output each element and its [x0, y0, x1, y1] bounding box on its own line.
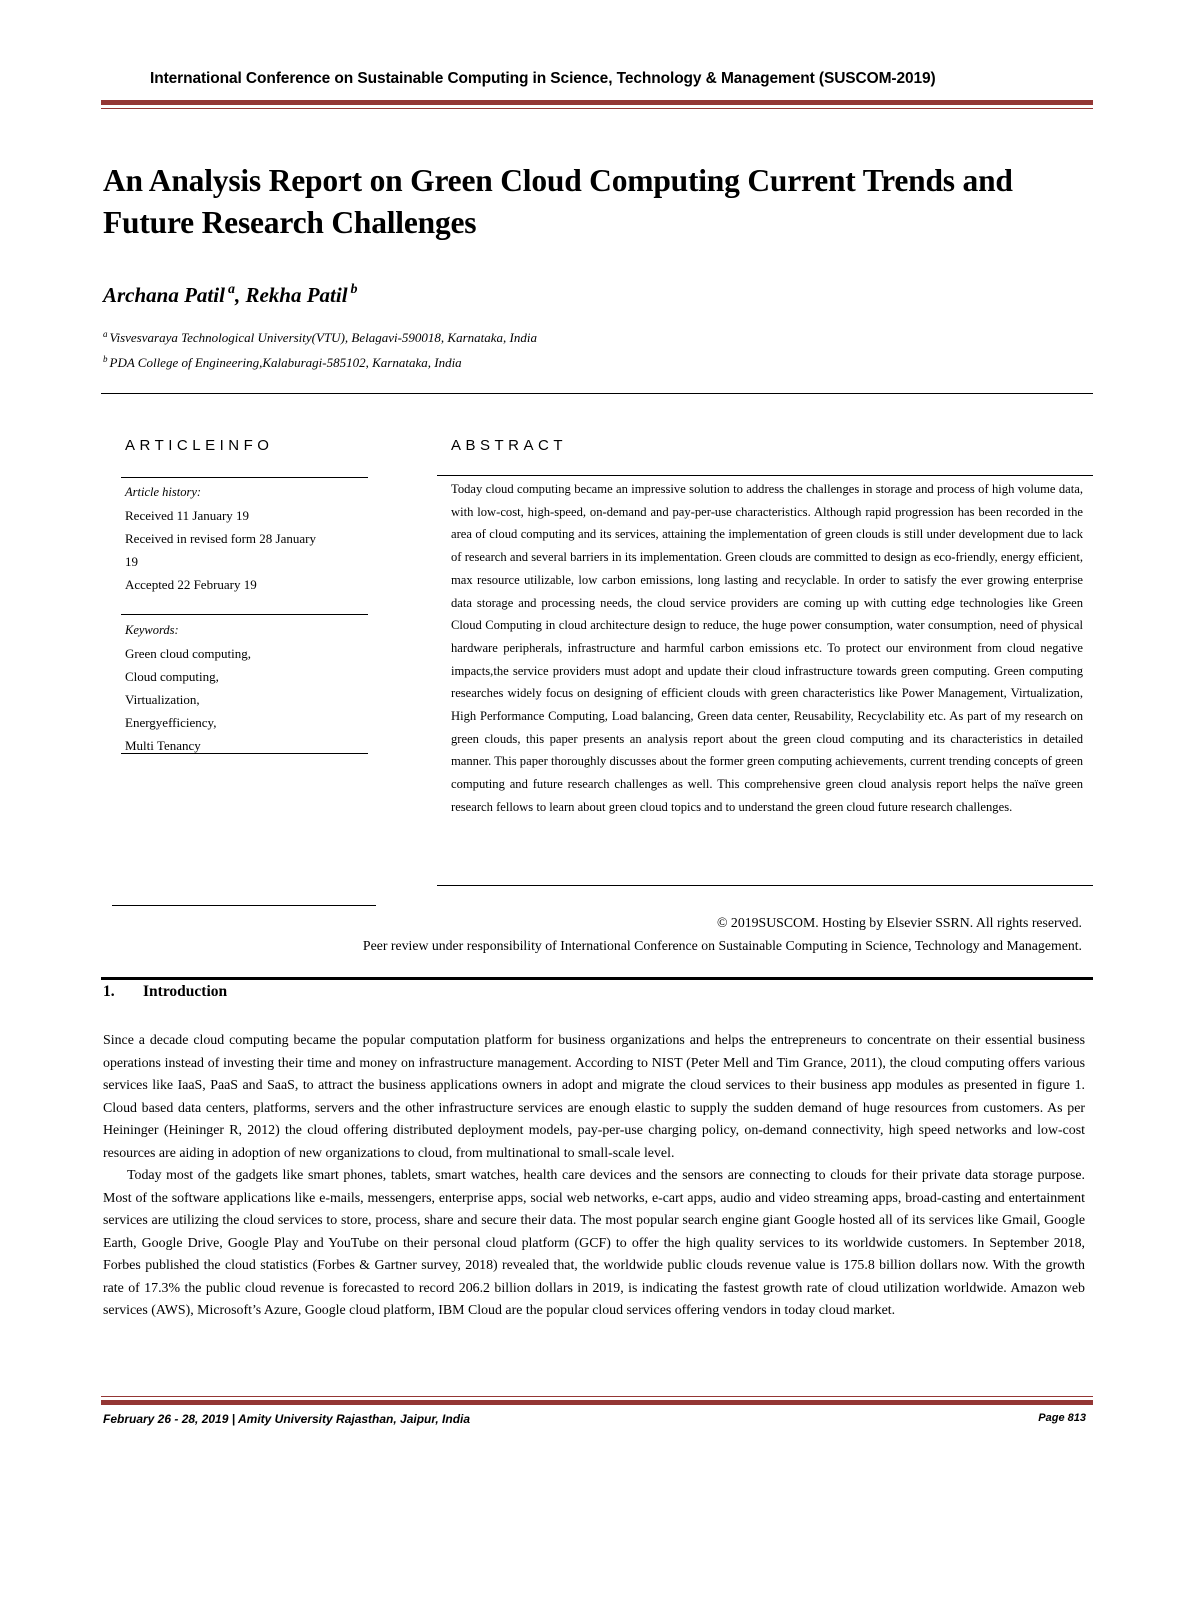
abstract-divider-top: [437, 475, 1093, 476]
affiliation-mark: b: [103, 354, 108, 364]
keyword-item: Virtualization,: [125, 692, 200, 707]
article-info-divider-bottom: [121, 753, 368, 754]
section-heading-introduction: [103, 983, 227, 1001]
footnote-rule: [112, 905, 376, 906]
article-info-divider-top: [121, 477, 368, 478]
copyright-block: [363, 911, 1082, 957]
footer-rule-thick: [101, 1400, 1093, 1405]
affiliation-b: [103, 354, 462, 371]
article-history: [125, 481, 316, 596]
keyword-item: Cloud computing,: [125, 669, 219, 684]
peer-review-line: Peer review under responsibility of International Conference on Sustainable Computing in Science, Technology and Management.: [362, 938, 1082, 953]
author-separator: ,: [234, 283, 241, 307]
keyword-item: Multi Tenancy: [125, 738, 201, 753]
conference-header: International Conference on Sustainable Computing in Science, Technology & Management (SUSCOM-2019): [150, 70, 936, 87]
title-line-2: Future Research Challenges: [103, 205, 477, 240]
article-info-heading: ARTICLEINFO: [125, 437, 274, 454]
history-line: Received in revised form 28 January: [125, 531, 316, 546]
abstract-divider-bottom: [437, 885, 1093, 886]
affiliation-text: Visvesvaraya Technological University(VTU), Belagavi-590018, Karnataka, India: [109, 330, 537, 345]
keyword-item: Energyefficiency,: [125, 715, 217, 730]
affiliation-mark: a: [103, 329, 108, 339]
page-number: Page 813: [1038, 1412, 1086, 1424]
article-history-label: Article history:: [125, 485, 202, 499]
intro-body: [103, 1030, 1085, 1323]
keywords-block: [125, 619, 251, 757]
history-line: Accepted 22 February 19: [125, 577, 257, 592]
abstract-heading: ABSTRACT: [451, 437, 568, 454]
author-affiliation-mark: b: [350, 282, 358, 297]
history-line: Received 11 January 19: [125, 508, 250, 523]
affiliation-text: PDA College of Engineering,Kalaburagi-585102, Karnataka, India: [109, 355, 462, 370]
paper-title: [103, 160, 1093, 244]
section-divider: [101, 977, 1093, 980]
keywords-label: Keywords:: [125, 623, 179, 637]
paragraph: Since a decade cloud computing became the popular computation platform for business organizations and helps the entrepreneurs to concentrate on their essential business operations instead of investing their time and money on infrastructure management. According to NIST (Peter Mell and Tim Grance, 2011), the cloud computing offers various services like IaaS, PaaS and SaaS, to attract the business applications owners in adopt and migrate the cloud services to their business app modules as presented in figure 1. Cloud based data centers, platforms, servers and the other infrastructure services are enough elastic to supply the sudden demand of huge resources from customers. As per Heininger (Heininger R, 2012) the cloud offering distributed deployment models, pay-per-use charging policy, on-demand connectivity, high speed networks and low-cost resources are aiding in adoption of new organizations to cloud, from multinational to small-scale level.: [103, 1033, 1085, 1161]
author-name: Rekha Patil: [245, 283, 348, 307]
paragraph: Today most of the gadgets like smart phones, tablets, smart watches, health care devices and the sensors are connecting to clouds for their private data storage purpose. Most of the software applications like e-mails, messengers, enterprise apps, social web networks, e-cart apps, audio and video streaming apps, broad-casting and entertainment services are utilizing the cloud services to store, process, share and secure their data. The most popular search engine giant Google hosted all of its services like Gmail, Google Earth, Google Drive, Google Play and YouTube on their personal cloud platform (GCF) to offer the high quality services to its worldwide customers. In September 2018, Forbes published the cloud statistics (Forbes & Gartner survey, 2018) revealed that, the worldwide public clouds revenue value is 175.8 billion dollars now. With the growth rate of 17.3% the public cloud revenue is forecasted to record 206.2 billion dollars in 2019, is indicating the fastest growth rate of cloud utilization worldwide. Amazon web services (AWS), Microsoft’s Azure, Google cloud platform, IBM Cloud are the popular cloud services offering vendors in today cloud market.: [103, 1168, 1085, 1318]
author-name: Archana Patil: [103, 283, 225, 307]
footer-rule-thin: [101, 1396, 1093, 1397]
section-title: Introduction: [143, 983, 228, 1000]
title-block-divider: [101, 393, 1093, 394]
header-rule-thin: [101, 108, 1093, 109]
copyright-line: © 2019SUSCOM. Hosting by Elsevier SSRN. All rights reserved.: [717, 915, 1082, 930]
section-number: 1.: [103, 983, 115, 1000]
keyword-item: Green cloud computing,: [125, 646, 251, 661]
title-line-1: An Analysis Report on Green Cloud Computing Current Trends and: [103, 163, 1013, 198]
history-line: 19: [125, 554, 138, 569]
author-affiliation-mark: a: [227, 282, 235, 297]
author-list: [103, 282, 358, 308]
abstract-text: Today cloud computing became an impressive solution to address the challenges in storage and process of high volume data, with low-cost, high-speed, on-demand and pay-per-use characteristics. Although rapid progression has been recorded in the area of cloud computing and its services, attaining the implementation of green clouds is still under development due to lack of research and several barriers in its implementation. Green clouds are committed to design as eco-friendly, energy efficient, max resource utilizable, low carbon emissions, long lasting and recyclable. In order to satisfy the ever growing enterprise data storage and processing needs, the cloud service providers are coming up with cutting edge technologies like Green Cloud Computing in cloud architecture design to reduce, the huge power consumption, water consumption, need of physical hardware peripherals, infrastructure and harmful carbon emissions etc. To protect our environment from cloud negative impacts,the service providers must adopt and update their cloud infrastructure towards green computing. Green computing researches widely focus on designing of efficient clouds with green characteristics like Power Management, Virtualization, High Performance Computing, Load balancing, Green data center, Reusability, Recyclability etc. As part of my research on green clouds, this paper presents an analysis report about the green cloud computing and its characteristics in detailed manner. This paper thoroughly discusses about the former green computing achievements, current trending concepts of green computing and future research challenges as well. This comprehensive green cloud analysis report helps the naïve green research fellows to learn about green cloud topics and to understand the green cloud future research challenges.: [451, 482, 1083, 814]
footer-conference-info: February 26 - 28, 2019 | Amity University Rajasthan, Jaipur, India: [103, 1412, 471, 1426]
affiliation-a: [103, 329, 537, 346]
article-info-divider-mid: [121, 614, 368, 615]
header-rule-thick: [101, 100, 1093, 105]
